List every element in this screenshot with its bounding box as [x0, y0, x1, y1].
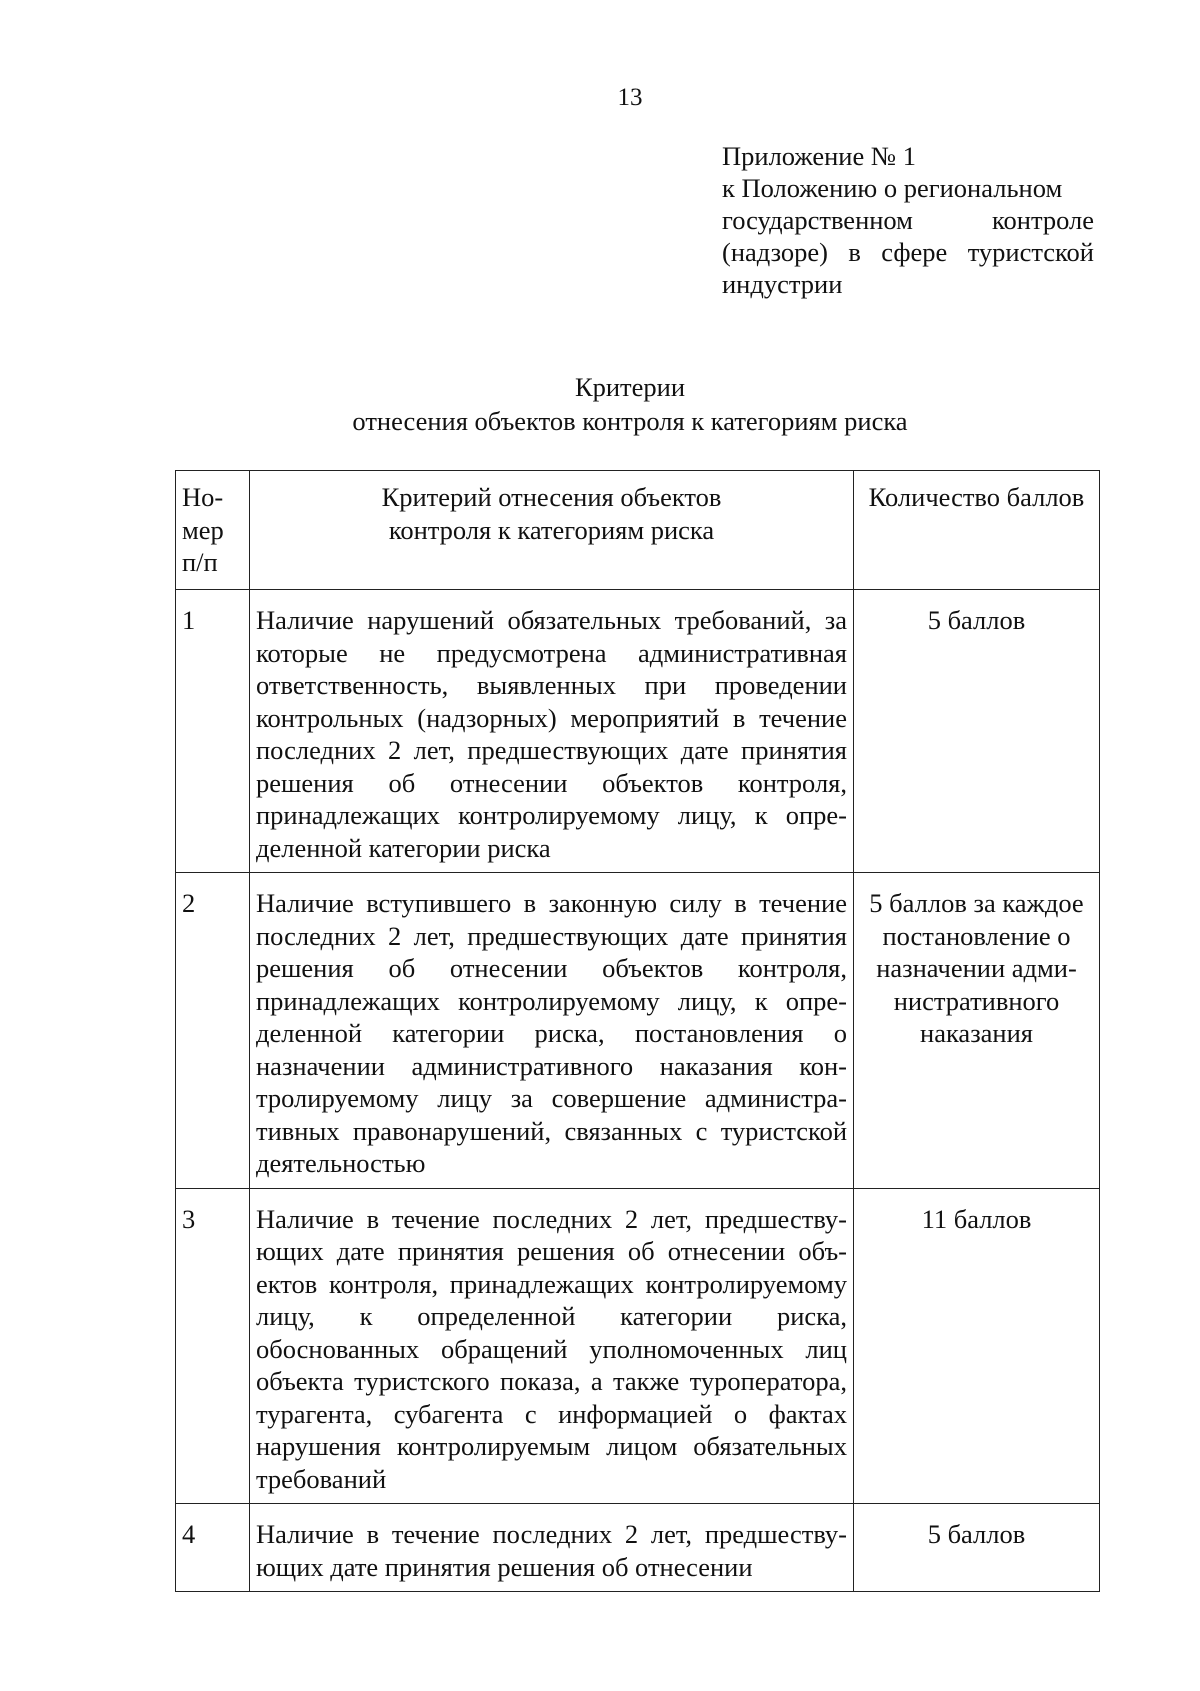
appendix-line-4: (надзоре) в сфере туристской [722, 237, 1094, 267]
row-points-line-5: наказания [920, 1018, 1033, 1048]
row-criterion: Наличие в течение последних 2 лет, предшествующих дате принятия решения об отнесении [250, 1504, 854, 1592]
header-criterion [250, 471, 854, 590]
row-points-line-4: нистративного [893, 985, 1060, 1016]
appendix-block [722, 140, 1094, 300]
appendix-line-1: Приложение № 1 [722, 141, 917, 171]
appendix-line-2: к Положению о региональном [722, 173, 1063, 203]
row-points-line-2: постановление о [882, 920, 1071, 951]
row-criterion: Наличие в течение последних 2 лет, предшествующих дате принятия решения об отнесении объектов контроля, принадлежащих контролируемому лицу, к определенной категории риска, обоснованных обращений уполномоченных лиц объекта туристского показа, а также туроператора, турагента, субагента с информацией о фактах нарушения контролируемым лицом обязательных требований [250, 1188, 854, 1504]
title-line-2: отнесения объектов контроля к категориям риска [352, 406, 908, 436]
header-number-line-3: п/п [182, 547, 218, 577]
header-points: Количество баллов [854, 471, 1100, 590]
row-points: 11 баллов [854, 1188, 1100, 1504]
table-row [176, 1188, 1100, 1504]
row-points: 5 баллов [854, 1504, 1100, 1592]
header-criterion-line-1: Критерий отнесения объектов [381, 482, 722, 512]
document-title [0, 370, 1200, 438]
row-points: 5 баллов [854, 590, 1100, 873]
title-line-1: Критерии [574, 372, 686, 402]
row-number: 4 [176, 1504, 250, 1592]
page-number: 13 [617, 84, 643, 111]
header-number-line-2: мер [182, 514, 224, 545]
row-points-line-1: 5 баллов за каждое [869, 888, 1084, 918]
row-points [854, 873, 1100, 1189]
table-row [176, 873, 1100, 1189]
header-number [176, 471, 250, 590]
table-row [176, 1504, 1100, 1592]
row-number: 1 [176, 590, 250, 873]
criteria-table [175, 470, 1100, 1592]
row-number: 2 [176, 873, 250, 1189]
header-criterion-line-2: контроля к категориям риска [388, 514, 715, 545]
row-number: 3 [176, 1188, 250, 1504]
row-criterion: Наличие вступившего в законную силу в течение последних 2 лет, предшествующих дате принятия решения об отнесении объектов контроля, принадлежащих контролируемому лицу, к определенной категории риска, постановления о назначении административного наказания контролируемому лицу за совершение административных правонарушений, связанных с туристской деятельностью [250, 873, 854, 1189]
table-header-row [176, 471, 1100, 590]
table-row [176, 590, 1100, 873]
header-number-line-1: Но- [182, 482, 224, 512]
row-criterion: Наличие нарушений обязательных требований, за которые не предусмотрена административная ответственность, выявленных при проведении контрольных (надзорных) мероприятий в течение последних 2 лет, предшествующих дате принятия решения об отнесении объектов контроля, принадлежащих контролируемому лицу, к определенной категории риска [250, 590, 854, 873]
appendix-line-3: государственном контроле [722, 205, 1094, 235]
row-points-line-3: назначении адми- [876, 953, 1077, 983]
appendix-line-5: индустрии [722, 269, 843, 299]
